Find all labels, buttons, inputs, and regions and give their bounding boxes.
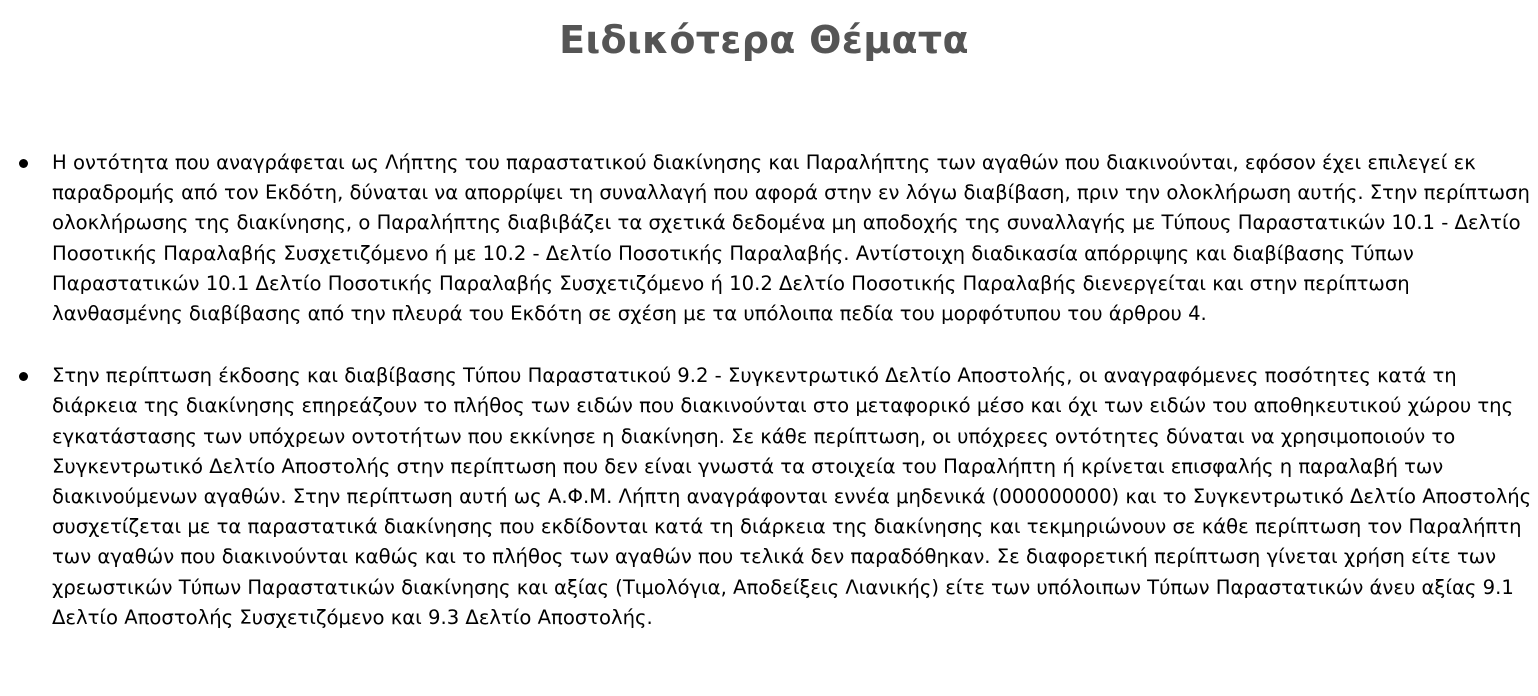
bullet-list (0, 148, 1538, 665)
bullet-item-rejection (0, 148, 1538, 329)
page-title: Ειδικότερα Θέματα (559, 18, 969, 62)
bullet-dot-icon (19, 372, 28, 381)
bullet-text: Στην περίπτωση έκδοσης και διαβίβασης Τύπου Παραστατικού 9.2 - Συγκεντρωτικό Δελτίο Αποστολής, οι αναγραφόμενες ποσότητες κατά τη διάρκεια της διακίνησης επηρεάζουν το πλήθος των ειδών που διακινούνται στο μεταφορικό μέσο και όχι των ειδών του αποθηκευτικού χώρου της εγκατάστασης των υπόχρεων οντοτήτων που εκκίνησε η διακίνηση. Σε κάθε περίπτωση, οι υπόχρεες οντότητες δύναται να χρησιμοποιούν το Συγκεντρωτικό Δελτίο Αποστολής στην περίπτωση που δεν είναι γνωστά τα στοιχεία του Παραλήπτη ή κρίνεται επισφαλής η παραλαβή των διακινούμενων αγαθών. Στην περίπτωση αυτή ως Α.Φ.Μ. Λήπτη αναγράφονται εννέα μηδενικά (000000000) και το Συγκεντρωτικό Δελτίο Αποστολής συσχετίζεται με τα παραστατικά διακίνησης που εκδίδονται κατά τη διάρκεια της διακίνησης και τεκμηριώνουν σε κάθε περίπτωση τον Παραλήπτη των αγαθών που διακινούνται καθώς και το πλήθος των αγαθών που τελικά δεν παραδόθηκαν. Σε διαφορετική περίπτωση γίνεται χρήση είτε των χρεωστικών Τύπων Παραστατικών διακίνησης και αξίας (Τιμολόγια, Αποδείξεις Λιανικής) είτε των υπόλοιπων Τύπων Παραστατικών άνευ αξίας 9.1 Δελτίο Αποστολής Συσχετιζόμενο και 9.3 Δελτίο Αποστολής. (52, 364, 1532, 629)
bullet-dot-icon (19, 159, 28, 168)
bullet-item-summary-delivery-note (0, 361, 1538, 633)
bullet-text: Η οντότητα που αναγράφεται ως Λήπτης του παραστατικού διακίνησης και Παραλήπτης των αγαθών που διακινούνται, εφόσον έχει επιλεγεί εκ παραδρομής από τον Εκδότη, δύναται να απορρίψει τη συναλλαγή που αφορά στην εν λόγω διαβίβαση, πριν την ολοκλήρωση αυτής. Στην περίπτωση ολοκλήρωσης της διακίνησης, ο Παραλήπτης διαβιβάζει τα σχετικά δεδομένα μη αποδοχής της συναλλαγής με Τύπους Παραστατικών 10.1 - Δελτίο Ποσοτικής Παραλαβής Συσχετιζόμενο ή με 10.2 - Δελτίο Ποσοτικής Παραλαβής. Αντίστοιχη διαδικασία απόρριψης και διαβίβασης Τύπων Παραστατικών 10.1 Δελτίο Ποσοτικής Παραλαβής Συσχετιζόμενο ή 10.2 Δελτίο Ποσοτικής Παραλαβής διενεργείται και στην περίπτωση λανθασμένης διαβίβασης από την πλευρά του Εκδότη σε σχέση με τα υπόλοιπα πεδία του μορφότυπου του άρθρου 4. (52, 151, 1530, 326)
